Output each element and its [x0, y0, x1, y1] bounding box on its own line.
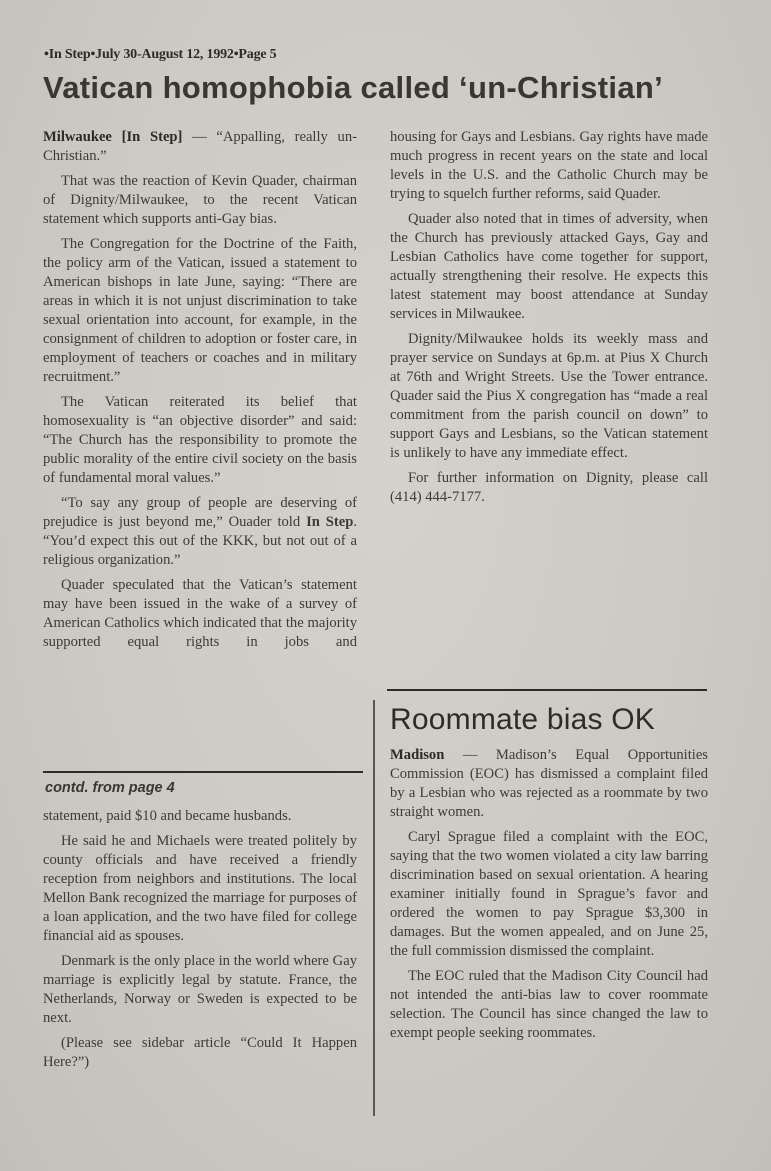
- continued-label: contd. from page 4: [45, 780, 175, 796]
- continued-column: [43, 807, 357, 1078]
- article-lead-paragraph: [43, 128, 357, 166]
- article2-paragraph: The EOC ruled that the Madison City Council had not intended the anti-bias law to cover roommate selection. The Council has since changed the law to exempt people seeking roommates.: [390, 968, 708, 1041]
- article-paragraph: Quader also noted that in times of adversity, when the Church has previously attacked Gays, Gay and Lesbian Catholics have come together for support, actually strengthening their resolve. He expects this latest statement may boost attendance at Sunday services in Milwaukee.: [390, 211, 708, 322]
- dateline: Milwaukee [In Step]: [43, 129, 183, 145]
- article-quote-paragraph: [43, 494, 357, 570]
- publication-name: In Step: [306, 514, 354, 530]
- article2-headline: Roommate bias OK: [390, 703, 655, 736]
- article-paragraph: Dignity/Milwaukee holds its weekly mass and prayer service on Sundays at 6p.m. at Pius X Church at 76th and Wright Streets. Use the Tower entrance. Quader said the Pius X congregation has “made a real commitment from the parish council on down” to support Gays and Lesbians, so the Vatican statement is unlikely to have any immediate effect.: [390, 331, 708, 461]
- article-column-right: [390, 128, 708, 513]
- article2-lead-paragraph: [390, 746, 708, 822]
- section-divider-right: [387, 689, 707, 691]
- article-headline: Vatican homophobia called ‘un-Christian’: [43, 70, 664, 105]
- article-paragraph: Quader speculated that the Vatican’s statement may have been issued in the wake of a survey of American Catholics which indicated that the majority supported equal rights in jobs and: [43, 577, 357, 650]
- article2-dateline: Madison: [390, 747, 445, 763]
- continued-paragraph: (Please see sidebar article “Could It Happen Here?”): [43, 1035, 357, 1070]
- article2-paragraph: Caryl Sprague filed a complaint with the EOC, saying that the two women violated a city law barring discrimination based on sexual orientation. A hearing examiner initially found in Sprague’s favor and ordered the women to pay Sprague $3,300 in damages. But the women appealed, and on June 25, the full commission dismissed the complaint.: [390, 829, 708, 959]
- article-paragraph: For further information on Dignity, please call (414) 444-7177.: [390, 470, 708, 505]
- quote-text: “To say any group of people are deserving of prejudice is just beyond me,” Ouader told: [43, 495, 357, 530]
- section-divider-left: [43, 771, 363, 773]
- article-column-left: [43, 128, 357, 677]
- article2-column: [390, 746, 708, 1049]
- lead-text: — “Appalling, really un-Christian.”: [43, 129, 357, 164]
- article2-lead-text: — Madison’s Equal Opportunities Commission (EOC) has dismissed a complaint filed by a Lesbian who was rejected as a roommate by two straight women.: [390, 747, 708, 820]
- article-paragraph: The Congregation for the Doctrine of the Faith, the policy arm of the Vatican, issued a statement to American bishops in late June, saying: “There are areas in which it is not unjust discrimination to take sexual orientation into account, for example, in the consignment of children to adoption or foster care, in employment of teachers or coaches and in military recruitment.”: [43, 236, 357, 385]
- article-paragraph: The Vatican reiterated its belief that homosexuality is “an objective disorder” and said: “The Church has the responsibility to promote the public morality of the entire civil society on the basis of fundamental moral values.”: [43, 394, 357, 486]
- quote-text-end: . “You’d expect this out of the KKK, but not out of a religious organization.”: [43, 514, 358, 568]
- article-paragraph: housing for Gays and Lesbians. Gay rights have made much progress in recent years on the state and local levels in the U.S. and the Catholic Church may be trying to squelch further reforms, said Quader.: [390, 129, 708, 202]
- page-folio: •In Step•July 30-August 12, 1992•Page 5: [44, 47, 277, 62]
- column-divider: [373, 700, 375, 1116]
- continued-paragraph: Denmark is the only place in the world where Gay marriage is explicitly legal by statute. France, the Netherlands, Norway or Sweden is expected to be next.: [43, 953, 357, 1026]
- continued-paragraph: statement, paid $10 and became husbands.: [43, 808, 292, 824]
- continued-paragraph: He said he and Michaels were treated politely by county officials and have received a friendly reception from neighbors and institutions. The local Mellon Bank recognized the marriage for purposes of a loan application, and the two have filed for college financial aid as spouses.: [43, 833, 357, 944]
- article-paragraph: That was the reaction of Kevin Quader, chairman of Dignity/Milwaukee, to the recent Vatican statement which supports anti-Gay bias.: [43, 173, 357, 227]
